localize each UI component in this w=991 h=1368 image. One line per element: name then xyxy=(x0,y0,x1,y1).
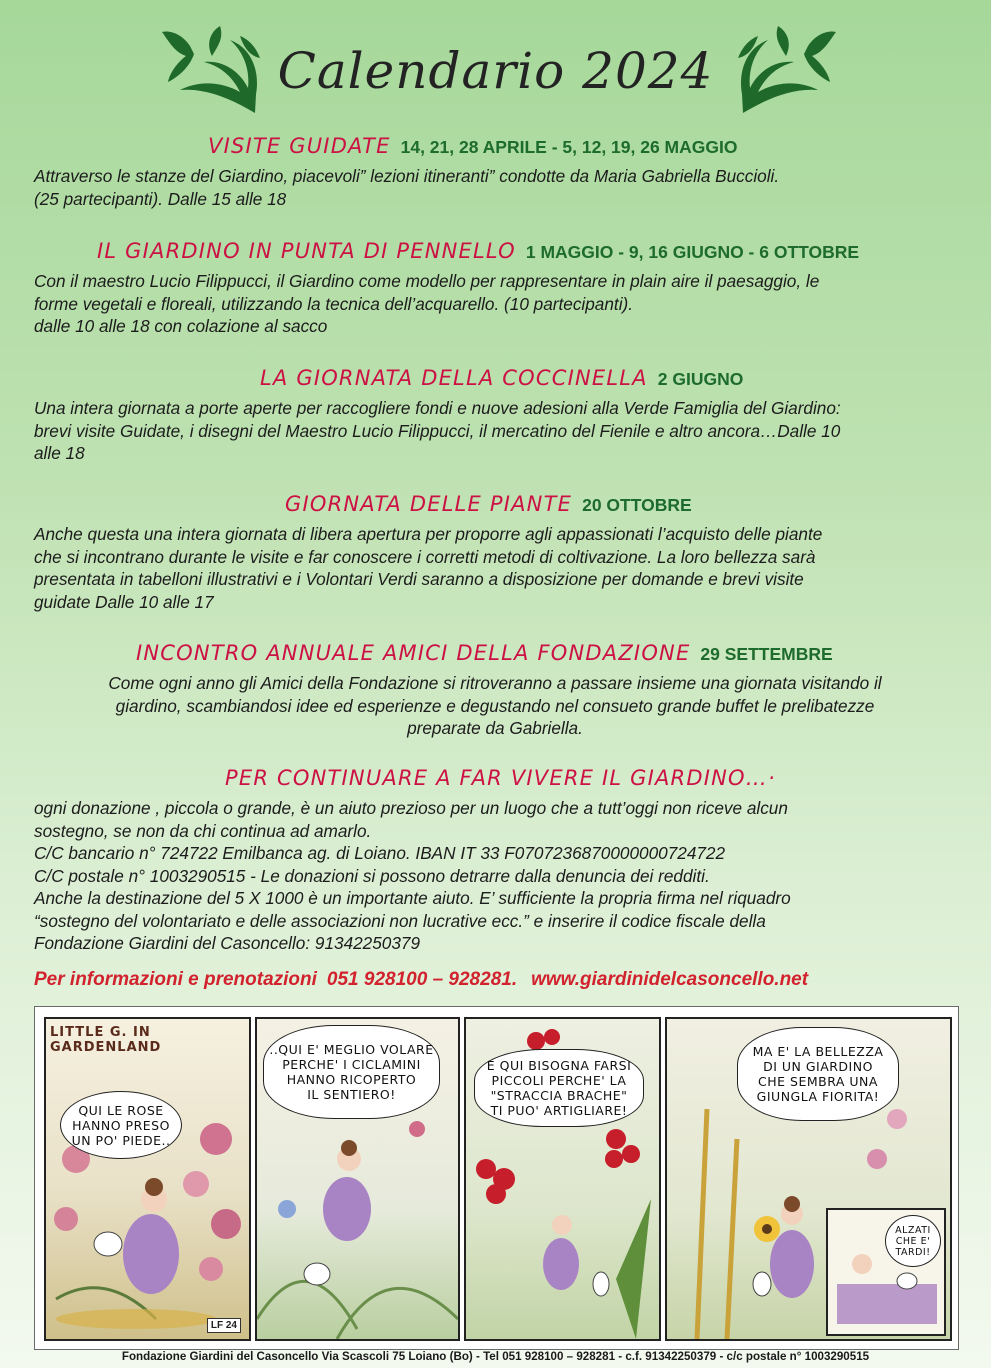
text-line: presentata in tabelloni illustrativi e i Volontari Verdi saranno a disposizione per domande e brevi visite xyxy=(34,569,804,589)
text-line: guidate Dalle 10 alle 17 xyxy=(34,591,214,612)
comic-strip xyxy=(34,1006,959,1350)
comic-panel-2 xyxy=(255,1017,460,1341)
info-label: Per informazioni e prenotazioni xyxy=(34,969,317,990)
section-title: GIORNATA DELLE PIANTE xyxy=(285,492,573,516)
section-title: INCONTRO ANNUALE AMICI DELLA FONDAZIONE xyxy=(136,641,691,665)
section-title: PER CONTINUARE A FAR VIVERE IL GIARDINO…· xyxy=(225,766,776,790)
text-line: Anche la destinazione del 5 X 1000 è un importante aiuto. E’ sufficiente la propria firma nel riquadro xyxy=(34,888,791,908)
speech-balloon: MA E' LA BELLEZZA DI UN GIARDINO CHE SEMBRA UNA GIUNGLA FIORITA! xyxy=(737,1027,899,1121)
section-text-piante xyxy=(34,523,974,613)
section-dates: 2 GIUGNO xyxy=(657,369,744,389)
section-dates: 29 SETTEMBRE xyxy=(700,644,833,664)
text-line: sostegno, se non da chi continua ad amarlo. xyxy=(34,820,372,841)
text-line: “sostegno del volontariato e delle associazioni non lucrative ecc.” e inserire il codice fiscale della xyxy=(34,910,766,931)
section-heading-incontro xyxy=(136,641,833,665)
roses-illustration xyxy=(46,1019,249,1339)
section-dates: 1 MAGGIO - 9, 16 GIUGNO - 6 OTTOBRE xyxy=(525,242,860,262)
info-phones: 051 928100 – 928281. xyxy=(326,969,518,990)
speech-balloon: QUI LE ROSE HANNO PRESO UN PO' PIEDE.. xyxy=(60,1091,182,1159)
text-line: brevi visite Guidate, i disegni del Maestro Lucio Filippucci, il mercatino del Fienile e altro ancora…Dalle 10 xyxy=(34,420,841,441)
section-heading-donazioni xyxy=(225,766,776,790)
artist-signature: LF 24 xyxy=(207,1318,241,1333)
text-line: preparate da Gabriella. xyxy=(407,718,583,738)
comic-title: LITTLE G. IN GARDENLAND xyxy=(50,1025,162,1055)
section-text-pennello xyxy=(34,270,974,338)
section-text-incontro xyxy=(20,672,970,740)
text-line: Una intera giornata a porte aperte per raccogliere fondi e nuove adesioni alla Verde Famiglia del Giardino: xyxy=(34,398,841,418)
section-heading-coccinella xyxy=(260,366,743,390)
comic-panel-4 xyxy=(665,1017,952,1341)
text-line: che si incontrano durante le visite e far conoscere i corretti metodi di coltivazione. La loro bellezza sarà xyxy=(34,546,816,567)
comic-panel-1 xyxy=(44,1017,251,1341)
text-line: C/C bancario n° 724722 Emilbanca ag. di Loiano. IBAN IT 33 F070723687000000072472​2 xyxy=(34,843,726,863)
text-line: ogni donazione , piccola o grande, è un aiuto prezioso per un luogo che a tutt’oggi non riceve alcun xyxy=(34,798,788,818)
section-title: LA GIORNATA DELLA COCCINELLA xyxy=(260,366,648,390)
section-heading-visite xyxy=(208,134,737,158)
footer-address: Fondazione Giardini del Casoncello Via Scascoli 75 Loiano (Bo) - Tel 051 928100 – 928281 - c.f. 91342250379 - c/c postale n° 1003290515 xyxy=(121,1350,870,1363)
text-line: Anche questa una intera giornata di libera apertura per proporre agli appassionati l’acquisto delle piante xyxy=(34,524,823,544)
info-line xyxy=(34,969,974,991)
speech-balloon: ..QUI E' MEGLIO VOLARE PERCHE' I CICLAMINI HANNO RICOPERTO IL SENTIERO! xyxy=(263,1025,440,1119)
section-heading-pennello xyxy=(97,239,859,263)
text-line: alle 18 xyxy=(34,443,85,463)
text-line: Attraverso le stanze del Giardino, piacevoli” lezioni itineranti” condotte da Maria Gabriella Buccioli. xyxy=(34,166,780,186)
section-heading-piante xyxy=(285,492,692,516)
text-line: C/C postale n° 1003290515 - Le donazioni si possono detrarre dalla denuncia dei redditi. xyxy=(34,865,710,886)
section-title: VISITE GUIDATE xyxy=(208,134,391,158)
section-text-coccinella xyxy=(34,397,979,465)
text-line: giardino, scambiandosi idee ed esperienze e degustando nel consueto grande buffet le prelibatezze xyxy=(115,695,875,716)
section-dates: 14, 21, 28 APRILE - 5, 12, 19, 26 MAGGIO xyxy=(400,137,738,157)
section-text-donazioni xyxy=(34,797,979,955)
text-line: forme vegetali e floreali, utilizzando la tecnica dell’acquarello. (10 partecipanti). xyxy=(34,293,634,314)
text-line: dalle 10 alle 18 con colazione al sacco xyxy=(34,316,328,336)
text-line: Fondazione Giardini del Casoncello: 91342250379 xyxy=(34,933,421,953)
page-title: Calendario 2024 xyxy=(277,42,714,100)
text-line: Come ogni anno gli Amici della Fondazione si ritroveranno a passare insieme una giornata visitando il xyxy=(108,673,882,693)
section-dates: 20 OTTOBRE xyxy=(582,495,692,515)
info-website-link[interactable]: www.giardinidelcasoncello.net xyxy=(531,969,809,990)
text-line: Con il maestro Lucio Filippucci, il Giardino come modello per rappresentare in plain aire il paesaggio, le xyxy=(34,271,820,291)
section-title: IL GIARDINO IN PUNTA DI PENNELLO xyxy=(97,239,516,263)
speech-balloon: ALZATI CHE E' TARDI! xyxy=(885,1215,941,1267)
text-line: (25 partecipanti). Dalle 15 alle 18 xyxy=(34,188,287,209)
section-text-visite xyxy=(34,165,964,210)
comic-panel-3 xyxy=(464,1017,661,1341)
speech-balloon: E QUI BISOGNA FARSI PICCOLI PERCHE' LA "STRACCIA BRACHE" TI PUO' ARTIGLIARE! xyxy=(474,1049,644,1127)
